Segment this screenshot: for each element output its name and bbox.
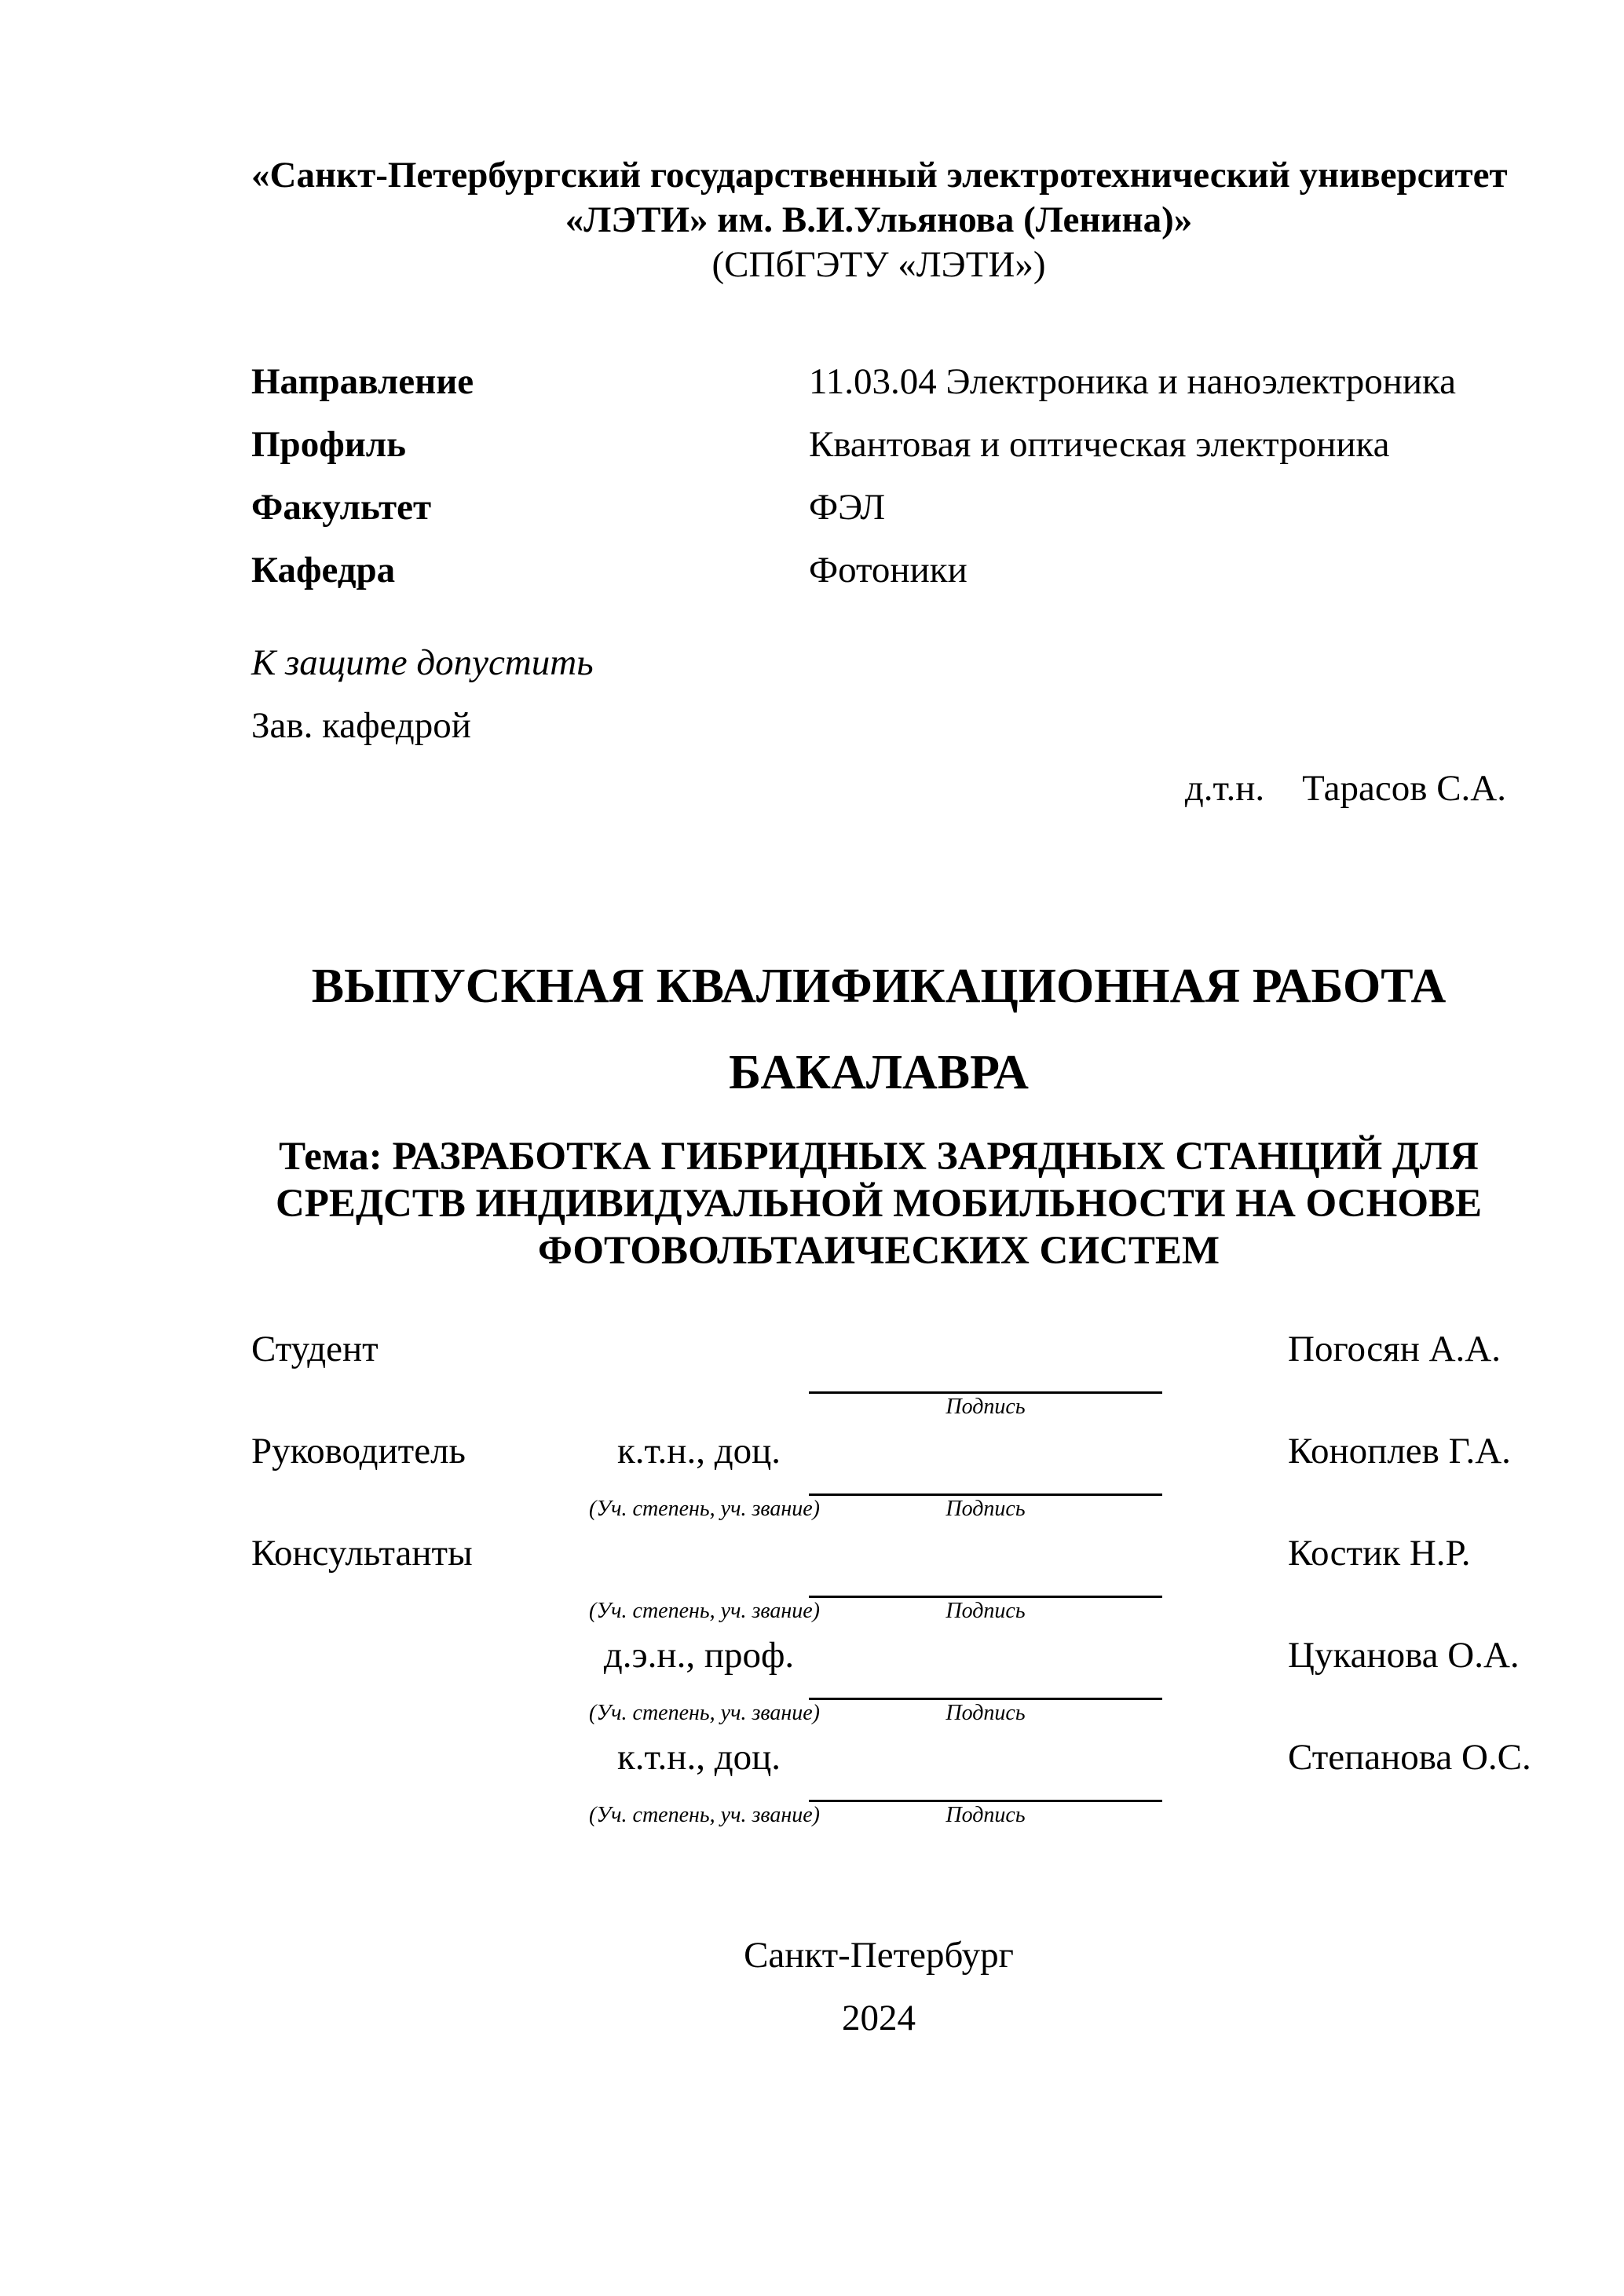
signature-row-student — [251, 1329, 1506, 1417]
theme-title — [251, 1133, 1506, 1274]
approval-position: Зав. кафедрой — [251, 705, 471, 746]
supervisor-signature-hint: Подпись — [946, 1497, 1026, 1521]
consultant-3-role-label — [251, 1738, 589, 1802]
signature-row-consultant-2 — [251, 1635, 1520, 1725]
student-degree-label — [589, 1329, 809, 1394]
university-abbreviation: (СПбГЭТУ «ЛЭТИ») — [711, 244, 1046, 285]
consultant-2-degree-hint: (Уч. степень, уч. звание) — [589, 1701, 820, 1725]
supervisor-name: Коноплев Г.А. — [1288, 1431, 1511, 1472]
work-title — [251, 943, 1506, 1116]
consultant-1-signature-line — [809, 1534, 1162, 1598]
department-value: Фотоники — [809, 550, 967, 590]
footer-section — [251, 1934, 1506, 2040]
approval-degree: д.т.н. — [1184, 768, 1265, 809]
student-role-label: Студент — [251, 1329, 379, 1369]
work-title-line-2: БАКАЛАВРА — [729, 1046, 1029, 1099]
theme-line-3: ФОТОВОЛЬТАИЧЕСКИХ СИСТЕМ — [537, 1229, 1220, 1273]
approval-note: К защите допустить — [251, 642, 594, 683]
theme-line-2: СРЕДСТВ ИНДИВИДУАЛЬНОЙ МОБИЛЬНОСТИ НА ОСНОВЕ — [275, 1182, 1483, 1226]
supervisor-signature-line — [809, 1431, 1162, 1496]
supervisor-degree-hint: (Уч. степень, уч. звание) — [589, 1497, 820, 1521]
faculty-label: Факультет — [251, 487, 432, 528]
supervisor-degree-label: к.т.н., доц. — [616, 1431, 781, 1472]
work-title-line-1: ВЫПУСКНАЯ КВАЛИФИКАЦИОННАЯ РАБОТА — [311, 960, 1447, 1013]
consultant-3-name: Степанова О.С. — [1288, 1737, 1531, 1778]
approval-name: Тарасов С.А. — [1302, 768, 1506, 809]
university-name-line-2: «ЛЭТИ» им. В.И.Ульянова (Ленина)» — [565, 199, 1193, 240]
consultant-1-degree-hint: (Уч. степень, уч. звание) — [589, 1599, 820, 1623]
footer-city: Санкт-Петербург — [744, 1935, 1014, 1976]
university-name-line-1: «Санкт-Петербургский государственный электротехнический университет — [251, 155, 1508, 196]
consultant-2-signature-hint: Подпись — [946, 1701, 1026, 1725]
consultant-2-name: Цуканова О.А. — [1288, 1635, 1520, 1676]
info-row-direction — [251, 362, 1506, 401]
consultant-2-degree-label: д.э.н., проф. — [603, 1635, 795, 1676]
approval-section — [251, 643, 1506, 808]
signatures-section — [251, 1329, 1531, 1827]
approval-signature-row — [251, 769, 1506, 808]
consultant-1-name: Костик Н.Р. — [1288, 1533, 1471, 1574]
consultant-3-signature-line — [809, 1738, 1162, 1802]
consultant-3-degree-hint: (Уч. степень, уч. звание) — [589, 1803, 820, 1827]
direction-label: Направление — [251, 361, 474, 402]
info-row-department — [251, 550, 1506, 590]
consultant-2-role-label — [251, 1636, 589, 1700]
consultant-1-signature-hint: Подпись — [946, 1599, 1026, 1623]
profile-label: Профиль — [251, 424, 407, 465]
consultant-2-signature-line — [809, 1636, 1162, 1700]
profile-value: Квантовая и оптическая электроника — [809, 424, 1390, 465]
program-info-table — [251, 362, 1506, 590]
faculty-value: ФЭЛ — [809, 487, 886, 528]
signature-row-consultant-1 — [251, 1534, 1506, 1621]
consultants-role-label: Консультанты — [251, 1533, 473, 1574]
university-header — [251, 153, 1506, 287]
student-signature-hint: Подпись — [946, 1395, 1026, 1419]
student-signature-line — [809, 1329, 1162, 1394]
consultant-3-degree-label: к.т.н., доц. — [616, 1737, 781, 1778]
consultant-1-degree-label — [589, 1534, 809, 1598]
info-row-profile — [251, 425, 1506, 464]
department-label: Кафедра — [251, 550, 396, 590]
student-name: Погосян А.А. — [1288, 1329, 1501, 1369]
supervisor-role-label: Руководитель — [251, 1431, 466, 1472]
signature-row-consultant-3 — [251, 1737, 1531, 1827]
direction-value: 11.03.04 Электроника и наноэлектроника — [809, 361, 1456, 402]
footer-year: 2024 — [842, 1998, 916, 2038]
info-row-faculty — [251, 488, 1506, 527]
consultant-3-signature-hint: Подпись — [946, 1803, 1026, 1827]
theme-line-1: Тема: РАЗРАБОТКА ГИБРИДНЫХ ЗАРЯДНЫХ СТАНЦИЙ ДЛЯ — [279, 1135, 1479, 1179]
signature-row-supervisor — [251, 1431, 1511, 1521]
